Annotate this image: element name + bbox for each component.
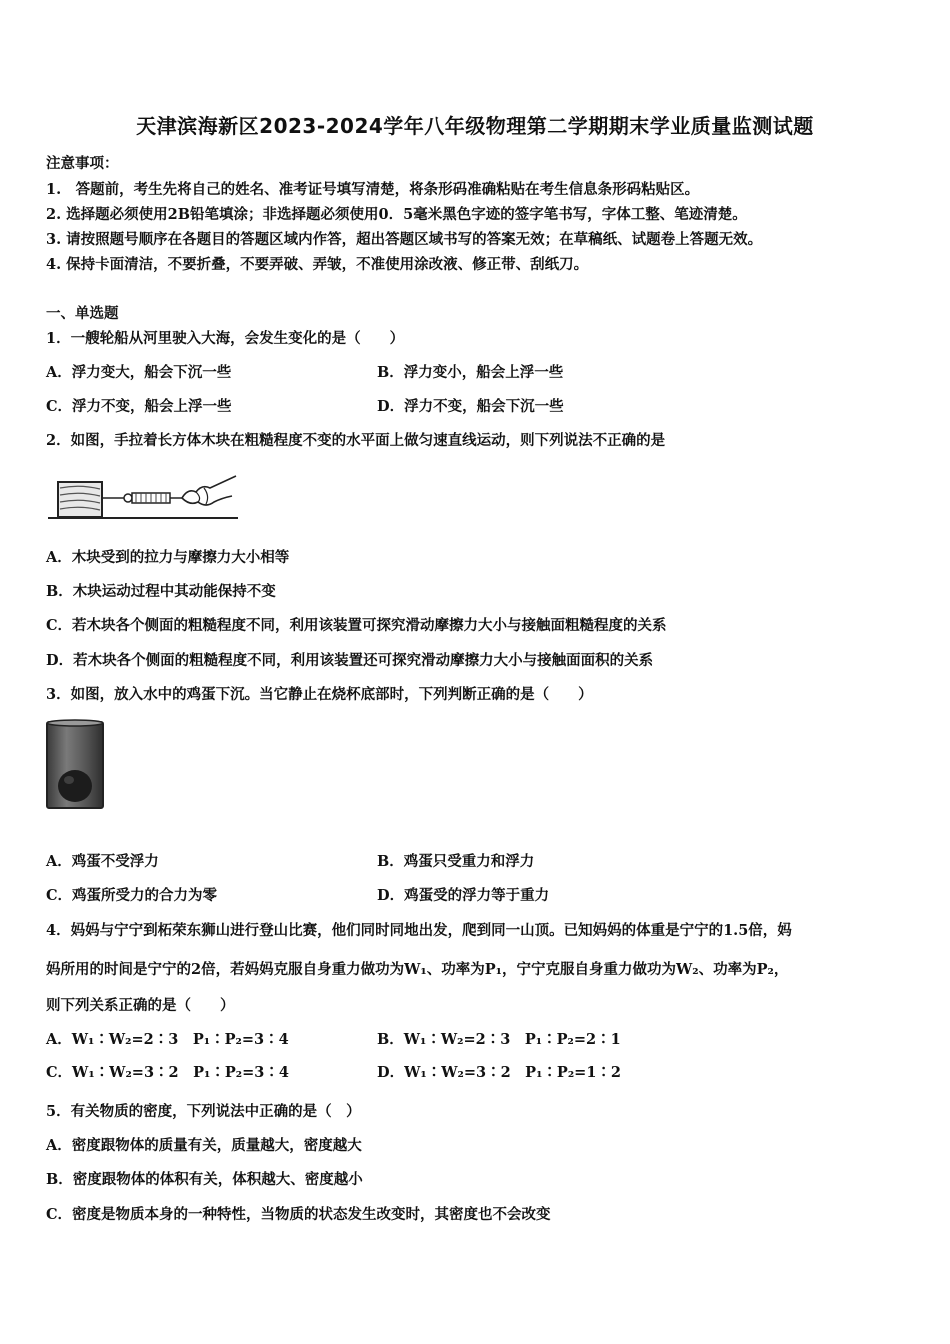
q1-option-d: D．浮力不变，船会下沉一些 <box>377 398 564 415</box>
q4-option-d: D．W₁∶W₂=3∶2 P₁∶P₂=1∶2 <box>377 1064 622 1081</box>
q2-option-d: D．若木块各个侧面的粗糙程度不同，利用该装置还可探究滑动摩擦力大小与接触面面积的关系 <box>46 652 654 669</box>
beaker-egg-figure <box>44 718 106 812</box>
notice-item-4: 4. 保持卡面清洁，不要折叠，不要弄破、弄皱，不准使用涂改液、修正带、刮纸刀。 <box>46 256 589 273</box>
q2-stem: 2．如图，手拉着长方体木块在粗糙程度不变的水平面上做匀速直线运动，则下列说法不正确的是 <box>46 432 666 449</box>
notice-item-3: 3. 请按照题号顺序在各题目的答题区域内作答，超出答题区域书写的答案无效；在草稿纸、试题卷上答题无效。 <box>46 231 763 248</box>
q1-option-c: C．浮力不变，船会上浮一些 <box>46 398 232 415</box>
q5-option-a: A．密度跟物体的质量有关，质量越大，密度越大 <box>46 1137 362 1154</box>
q5-option-b: B．密度跟物体的体积有关，体积越大、密度越小 <box>46 1171 363 1188</box>
q2-option-b: B．木块运动过程中其动能保持不变 <box>46 583 276 600</box>
q1-stem: 1．一艘轮船从河里驶入大海，会发生变化的是（ ） <box>46 330 405 347</box>
section-heading: 一、单选题 <box>46 305 119 322</box>
notice-item-1: 1. 答题前，考生先将自己的姓名、准考证号填写清楚，将条形码准确粘贴在考生信息条形码粘贴区。 <box>46 181 700 198</box>
q3-option-a: A．鸡蛋不受浮力 <box>46 853 159 870</box>
q3-option-c: C．鸡蛋所受力的合力为零 <box>46 887 218 904</box>
q4-stem-line-2: 妈所用的时间是宁宁的2倍，若妈妈克服自身重力做功为W₁、功率为P₁，宁宁克服自身重力做功为W₂、功率为P₂， <box>46 961 789 978</box>
q3-option-d: D．鸡蛋受的浮力等于重力 <box>377 887 550 904</box>
q4-option-a: A．W₁∶W₂=2∶3 P₁∶P₂=3∶4 <box>46 1031 289 1048</box>
q2-option-c: C．若木块各个侧面的粗糙程度不同，利用该装置可探究滑动摩擦力大小与接触面粗糙程度的关系 <box>46 617 667 634</box>
q4-option-b: B．W₁∶W₂=2∶3 P₁∶P₂=2∶1 <box>377 1031 621 1048</box>
q4-option-c: C．W₁∶W₂=3∶2 P₁∶P₂=3∶4 <box>46 1064 289 1081</box>
q2-option-a: A．木块受到的拉力与摩擦力大小相等 <box>46 549 290 566</box>
block-pulling-figure <box>46 458 240 524</box>
q4-stem-line-3: 则下列关系正确的是（ ） <box>46 997 235 1014</box>
q3-option-b: B．鸡蛋只受重力和浮力 <box>377 853 535 870</box>
q5-stem: 5．有关物质的密度，下列说法中正确的是（ ） <box>46 1103 361 1120</box>
q3-stem: 3．如图，放入水中的鸡蛋下沉。当它静止在烧杯底部时，下列判断正确的是（ ） <box>46 686 593 703</box>
q1-option-b: B．浮力变小，船会上浮一些 <box>377 364 564 381</box>
q4-stem-line-1: 4．妈妈与宁宁到柘荣东狮山进行登山比赛，他们同时同地出发，爬到同一山顶。已知妈妈的体重是宁宁的1.5倍，妈 <box>46 922 792 939</box>
q1-option-a: A．浮力变大，船会下沉一些 <box>46 364 232 381</box>
q5-option-c: C．密度是物质本身的一种特性，当物质的状态发生改变时，其密度也不会改变 <box>46 1206 551 1223</box>
exam-title: 天津滨海新区2023-2024学年八年级物理第二学期期末学业质量监测试题 <box>136 114 814 138</box>
notice-heading: 注意事项： <box>46 155 119 172</box>
notice-item-2: 2. 选择题必须使用2B铅笔填涂；非选择题必须使用0．5毫米黑色字迹的签字笔书写，字体工整、笔迹清楚。 <box>46 206 747 223</box>
